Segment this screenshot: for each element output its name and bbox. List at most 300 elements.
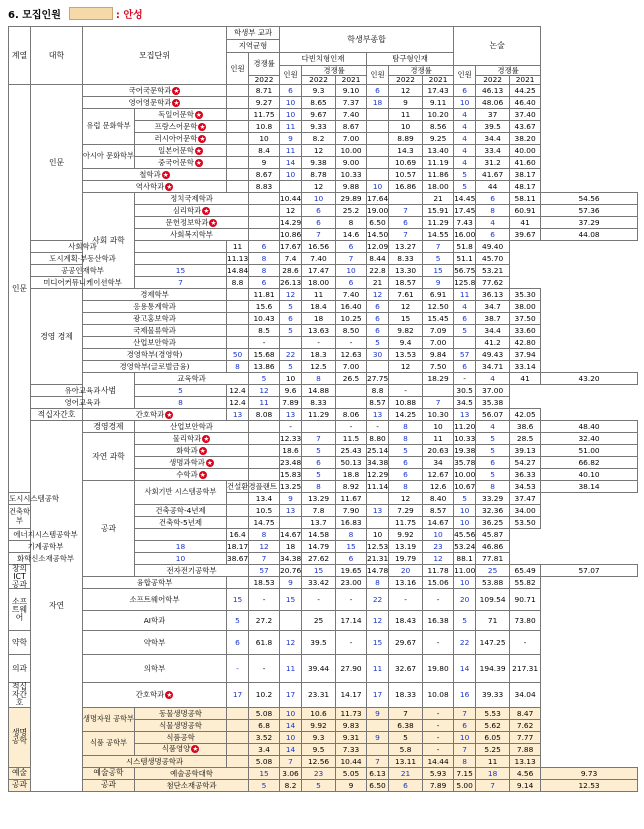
star-mark: ★ xyxy=(203,434,210,443)
table-row xyxy=(9,337,638,349)
explore-competition-2022-cell: 10 xyxy=(389,121,423,133)
department-cell: 국제물류학과 xyxy=(83,325,227,337)
admission-quota-table xyxy=(8,26,638,792)
header-subject-count: 인원 xyxy=(227,53,249,85)
essay-count-cell: 7 xyxy=(454,707,476,719)
section-title: 6. 모집인원 xyxy=(8,9,61,21)
table-row xyxy=(9,373,638,385)
essay-count-cell: 5 xyxy=(454,325,476,337)
star-mark: ★ xyxy=(199,470,206,479)
explore-competition-2021-cell: 10.00 xyxy=(454,469,476,479)
subject-competition-2022-cell: 12 xyxy=(280,205,302,217)
essay-count-cell xyxy=(423,385,454,397)
diverse-competition-2021-cell: 19.00 xyxy=(367,205,389,215)
essay-count-cell: 6 xyxy=(454,85,476,97)
explore-competition-2022-cell: 11.75 xyxy=(389,517,423,529)
diverse-count-cell: 14 xyxy=(280,719,302,731)
explore-competition-2022-cell: 7 xyxy=(389,707,423,719)
essay-competition-2022-cell: 41 xyxy=(510,373,541,385)
subject-competition-2022-cell: 11.75 xyxy=(249,109,280,121)
department-cell: 광고홍보학과 xyxy=(83,313,227,325)
subject-competition-2022-cell: 20.76 xyxy=(280,565,302,575)
diverse-competition-2021-cell: 7.37 xyxy=(336,97,367,109)
subject-competition-2022-cell: 10.5 xyxy=(249,505,280,517)
explore-competition-2021-cell: 14.45 xyxy=(454,193,476,203)
diverse-competition-2022-cell: 9.92 xyxy=(302,719,336,731)
essay-competition-2021-cell: 8.47 xyxy=(510,707,541,719)
diverse-competition-2021-cell: 14.50 xyxy=(367,229,389,239)
table-row xyxy=(9,631,638,655)
diverse-competition-2021-cell: 23.00 xyxy=(336,577,367,589)
explore-competition-2021-cell: 16.00 xyxy=(454,229,476,239)
explore-count-cell: 6 xyxy=(389,779,423,791)
explore-count-cell xyxy=(389,373,423,385)
explore-competition-2021-cell: 10.08 xyxy=(423,683,454,707)
subject-count-cell xyxy=(249,445,280,457)
subject-competition-2022-cell: - xyxy=(249,589,280,611)
explore-competition-2021-cell: 10.30 xyxy=(423,409,454,421)
department-cell: 일본어문학 ★ xyxy=(135,145,227,157)
explore-count-cell xyxy=(367,719,389,731)
diverse-competition-2022-cell: 14.67 xyxy=(280,529,302,539)
diverse-count-cell xyxy=(280,181,302,193)
table-row xyxy=(9,349,638,361)
diverse-count-cell: 6 xyxy=(280,313,302,325)
table-row xyxy=(9,109,638,121)
explore-competition-2022-cell: 21.31 xyxy=(367,553,389,563)
explore-count-cell: 6 xyxy=(367,301,389,313)
essay-count-cell: 8 xyxy=(476,481,510,493)
essay-competition-2022-cell: 51.1 xyxy=(454,253,476,265)
explore-competition-2022-cell: 13.11 xyxy=(389,755,423,767)
diverse-competition-2021-cell: 9.31 xyxy=(336,731,367,743)
explore-count-cell: 7 xyxy=(367,755,389,767)
explore-count-cell: 12 xyxy=(367,289,389,301)
diverse-competition-2022-cell: 8.65 xyxy=(302,97,336,109)
table-row xyxy=(9,85,638,97)
department-cell: 국어국문학과 ★ xyxy=(83,85,227,97)
explore-competition-2022-cell: 8.89 xyxy=(389,133,423,145)
explore-count-cell xyxy=(367,133,389,145)
diverse-competition-2021-cell: 8.67 xyxy=(336,121,367,133)
explore-competition-2021-cell: 10.20 xyxy=(423,109,454,121)
essay-competition-2022-cell: 41.2 xyxy=(476,337,510,349)
explore-count-cell: 18 xyxy=(367,97,389,109)
explore-competition-2021-cell: 35.78 xyxy=(454,457,476,467)
subject-count-cell xyxy=(249,229,280,241)
essay-competition-2022-cell: 125.8 xyxy=(454,277,476,287)
explore-competition-2022-cell: 12.53 xyxy=(367,541,389,551)
subject-count-cell xyxy=(227,313,249,325)
essay-count-cell: 20 xyxy=(454,589,476,611)
explore-count-cell: 6 xyxy=(367,325,389,337)
header-school-record-overall: 학생부종합 xyxy=(280,27,454,53)
explore-competition-2021-cell: 10.33 xyxy=(454,433,476,443)
department-cell: 응용통계학과 xyxy=(83,301,227,313)
subject-competition-2022-cell: 13.4 xyxy=(249,493,280,505)
department-cell: 물리학과 ★ xyxy=(135,433,249,445)
essay-count-cell: 4 xyxy=(476,421,510,433)
essay-competition-2021-cell: 46.86 xyxy=(476,541,510,553)
diverse-competition-2021-cell: - xyxy=(336,589,367,611)
subject-competition-2022-cell: 10 xyxy=(280,373,302,385)
subject-count-cell xyxy=(135,241,227,253)
essay-competition-2022-cell: 34.53 xyxy=(510,481,541,493)
diverse-competition-2021-cell: 9.88 xyxy=(336,181,367,193)
subject-competition-2022-cell: 10.2 xyxy=(249,683,280,707)
explore-count-cell: 13 xyxy=(367,505,389,517)
essay-competition-2022-cell: 5.53 xyxy=(476,707,510,719)
explore-competition-2022-cell: 9.4 xyxy=(389,337,423,349)
explore-competition-2021-cell: 13.19 xyxy=(389,541,423,553)
essay-count-cell: 10 xyxy=(454,731,476,743)
diverse-count-cell: 8 xyxy=(249,529,280,541)
subject-count-cell xyxy=(249,469,280,481)
diverse-count-cell: 10 xyxy=(302,193,336,205)
diverse-competition-2021-cell: 11.14 xyxy=(367,481,389,491)
diverse-competition-2021-cell: 14.88 xyxy=(302,385,336,397)
explore-competition-2022-cell: 10.57 xyxy=(389,169,423,181)
essay-count-cell: 7 xyxy=(423,397,454,409)
subject-competition-2022-cell: 11 xyxy=(227,241,249,253)
essay-competition-2021-cell: 43.67 xyxy=(510,121,541,133)
essay-competition-2021-cell: 73.80 xyxy=(510,611,541,631)
department-cell: 에너지시스템공학부 xyxy=(9,529,83,541)
subject-competition-2022-cell: 16.4 xyxy=(227,529,249,541)
diverse-competition-2021-cell: 10.33 xyxy=(336,169,367,181)
diverse-competition-2022-cell: 13.29 xyxy=(302,493,336,505)
essay-count-cell: 15 xyxy=(423,265,454,277)
subject-competition-2022-cell: 8.08 xyxy=(249,409,280,421)
explore-count-cell: 6 xyxy=(389,217,423,229)
college-cell: 공과 xyxy=(83,779,135,791)
diverse-competition-2021-cell: 34.38 xyxy=(367,457,389,467)
explore-competition-2022-cell: 12 xyxy=(389,493,423,505)
explore-competition-2021-cell: 15.45 xyxy=(423,313,454,325)
essay-competition-2021-cell: 57.36 xyxy=(541,205,638,217)
diverse-count-cell: 5 xyxy=(280,361,302,373)
essay-competition-2021-cell: 44.25 xyxy=(510,85,541,97)
explore-competition-2022-cell: 18.33 xyxy=(389,683,423,707)
header-regional-quota: 지역균형 xyxy=(227,40,280,53)
essay-competition-2022-cell: 36.25 xyxy=(476,517,510,529)
essay-count-cell: 7 xyxy=(454,743,476,755)
department-cell: 산업보안학과 xyxy=(135,421,249,433)
explore-competition-2021-cell: 13.40 xyxy=(423,145,454,157)
star-mark: ★ xyxy=(162,170,169,179)
subject-competition-2022-cell: 8.2 xyxy=(280,779,302,791)
essay-count-cell: 12 xyxy=(423,553,454,565)
essay-count-cell: 4 xyxy=(454,109,476,121)
essay-competition-2022-cell: 88.1 xyxy=(454,553,476,565)
explore-count-cell: 7 xyxy=(389,229,423,241)
essay-count-cell: 5 xyxy=(423,253,454,265)
essay-competition-2022-cell: 36.13 xyxy=(476,289,510,301)
explore-competition-2022-cell: - xyxy=(389,589,423,611)
essay-competition-2021-cell: 41.60 xyxy=(510,157,541,169)
table-row xyxy=(9,277,638,289)
explore-competition-2021-cell: 18.57 xyxy=(389,277,423,289)
essay-count-cell: 16 xyxy=(454,683,476,707)
diverse-competition-2022-cell: 14.6 xyxy=(336,229,367,241)
diverse-count-cell: 11 xyxy=(249,397,280,409)
subject-competition-2022-cell: 8.67 xyxy=(249,169,280,181)
explore-count-cell: 6 xyxy=(389,469,423,481)
subject-competition-2022-cell: 13.86 xyxy=(249,361,280,373)
diverse-count-cell: 11 xyxy=(280,655,302,683)
essay-competition-2021-cell: 51.00 xyxy=(541,445,638,457)
department-cell: 프랑스어문학 ★ xyxy=(135,121,227,133)
explore-competition-2021-cell: 6.91 xyxy=(423,289,454,301)
header-unit: 모집단위 xyxy=(83,27,227,85)
explore-count-cell: 6 xyxy=(336,241,367,253)
explore-competition-2021-cell: 9.11 xyxy=(423,97,454,109)
essay-count-cell: 5 xyxy=(476,445,510,457)
explore-competition-2021-cell: 10.67 xyxy=(454,481,476,491)
essay-competition-2021-cell: 33.60 xyxy=(510,325,541,337)
subject-count-cell: 8 xyxy=(227,361,249,373)
department-cell: 교육학과 xyxy=(135,373,249,385)
track-cell: 예술 xyxy=(9,767,31,779)
subject-count-cell: 8 xyxy=(135,397,227,409)
explore-competition-2022-cell: 14.25 xyxy=(389,409,423,421)
explore-count-cell: 12 xyxy=(367,611,389,631)
star-mark: ★ xyxy=(210,218,217,227)
star-mark: ★ xyxy=(199,134,206,143)
diverse-count-cell: 6 xyxy=(249,241,280,253)
explore-competition-2021-cell: - xyxy=(423,719,454,731)
explore-count-cell: 8 xyxy=(389,433,423,445)
college-cell: 약학 xyxy=(9,631,31,655)
essay-competition-2022-cell: 46.13 xyxy=(476,85,510,97)
subject-count-cell xyxy=(227,289,249,301)
explore-competition-2021-cell: - xyxy=(423,589,454,611)
table-body xyxy=(9,85,638,792)
star-mark: ★ xyxy=(206,458,213,467)
header-school-record-subject: 학생부 교과 xyxy=(227,27,280,40)
table-row xyxy=(9,731,638,743)
subject-competition-2022-cell: 6.8 xyxy=(249,719,280,731)
essay-count-cell: 4 xyxy=(454,145,476,157)
essay-count-cell: 6 xyxy=(454,313,476,325)
explore-competition-2021-cell: 8.56 xyxy=(423,121,454,133)
diverse-count-cell: 9 xyxy=(280,133,302,145)
college-cell: 사범 xyxy=(83,373,135,409)
essay-competition-2021-cell: 66.82 xyxy=(541,457,638,469)
explore-count-cell: 6 xyxy=(336,277,367,289)
diverse-count-cell: 17 xyxy=(280,683,302,707)
diverse-count-cell: 12 xyxy=(280,289,302,301)
essay-competition-2021-cell: 49.40 xyxy=(476,241,510,253)
department-cell: 심리학과 ★ xyxy=(135,205,249,217)
explore-competition-2022-cell: 12.6 xyxy=(423,481,454,493)
table-row xyxy=(9,779,638,791)
star-mark: ★ xyxy=(166,182,173,191)
department-cell: 영어교육과 xyxy=(31,397,135,409)
header-talent-diverse: 다빈치형인재 xyxy=(280,53,367,66)
explore-competition-2021-cell: 16.38 xyxy=(423,611,454,631)
essay-competition-2022-cell: 56.07 xyxy=(476,409,510,421)
explore-competition-2022-cell: 15.91 xyxy=(423,205,454,217)
diverse-count-cell: 7 xyxy=(302,433,336,445)
diverse-competition-2022-cell: 9.6 xyxy=(280,385,302,397)
essay-count-cell: 6 xyxy=(476,457,510,469)
table-row xyxy=(9,421,638,433)
essay-competition-2022-cell: 49.43 xyxy=(476,349,510,361)
subject-count-cell xyxy=(249,217,280,229)
subject-count-cell xyxy=(227,301,249,313)
diverse-count-cell: 7 xyxy=(280,755,302,767)
explore-count-cell xyxy=(367,361,389,373)
explore-competition-2021-cell: 7.50 xyxy=(423,361,454,373)
subject-competition-2022-cell: 8.71 xyxy=(249,85,280,97)
diverse-competition-2021-cell: 9.00 xyxy=(336,157,367,169)
essay-competition-2022-cell: 5.62 xyxy=(476,719,510,731)
essay-competition-2021-cell: 37.29 xyxy=(541,217,638,229)
explore-competition-2022-cell: 7.29 xyxy=(389,505,423,517)
explore-competition-2021-cell: 19.79 xyxy=(389,553,423,565)
diverse-competition-2022-cell: 8.78 xyxy=(302,169,336,181)
essay-competition-2021-cell: - xyxy=(510,631,541,655)
essay-competition-2022-cell: 147.25 xyxy=(476,631,510,655)
diverse-competition-2021-cell: 16.56 xyxy=(302,241,336,253)
explore-competition-2022-cell: 13.16 xyxy=(389,577,423,589)
essay-competition-2021-cell: 37.50 xyxy=(510,313,541,325)
subject-competition-2022-cell: 10.8 xyxy=(249,121,280,133)
explore-competition-2022-cell: 18.29 xyxy=(423,373,454,385)
anseong-legend-swatch xyxy=(69,7,113,20)
explore-competition-2021-cell: 13.30 xyxy=(389,265,423,277)
essay-count-cell: 9 xyxy=(423,277,454,289)
subject-count-cell xyxy=(227,337,249,349)
department-group-cell: 식품 공학부 xyxy=(83,731,135,755)
college-cell: 공과 xyxy=(83,481,135,577)
department-cell: 사회학과 xyxy=(31,241,135,253)
table-row xyxy=(9,253,638,265)
diverse-competition-2022-cell: 13.63 xyxy=(302,325,336,337)
diverse-competition-2022-cell: 29.89 xyxy=(336,193,367,205)
star-mark: ★ xyxy=(195,110,202,119)
subject-competition-2022-cell: 11.13 xyxy=(227,253,249,263)
explore-competition-2022-cell: 16.86 xyxy=(389,181,423,193)
subject-count-cell xyxy=(249,433,280,445)
explore-competition-2021-cell: 17.45 xyxy=(454,205,476,215)
department-cell: 간호학과 ★ xyxy=(83,409,227,421)
department-cell: 예술공학대학 xyxy=(135,767,249,779)
diverse-competition-2021-cell: 6.50 xyxy=(367,779,389,791)
subject-competition-2022-cell: 5.08 xyxy=(249,707,280,719)
diverse-competition-2021-cell: 6.50 xyxy=(367,217,389,229)
department-group-cell: 아시아 문화학부 xyxy=(83,145,135,169)
subject-competition-2022-cell: 18.17 xyxy=(227,541,249,551)
explore-competition-2021-cell: 11.86 xyxy=(423,169,454,181)
diverse-competition-2021-cell: 17.64 xyxy=(367,193,389,203)
explore-count-cell xyxy=(367,157,389,169)
essay-competition-2022-cell: 37 xyxy=(476,109,510,121)
essay-competition-2021-cell: 53.50 xyxy=(510,517,541,529)
diverse-competition-2022-cell: 18 xyxy=(280,541,302,553)
star-mark: ★ xyxy=(173,98,180,107)
essay-competition-2022-cell: 44 xyxy=(476,181,510,193)
essay-count-cell: 10 xyxy=(454,517,476,529)
anseong-legend-label: : 안성 xyxy=(115,9,143,21)
explore-count-cell: 6 xyxy=(367,313,389,325)
explore-count-cell: 10 xyxy=(367,181,389,193)
subject-count-cell xyxy=(227,743,249,755)
table-row xyxy=(9,97,638,109)
essay-competition-2022-cell: 60.91 xyxy=(510,205,541,217)
diverse-competition-2021-cell: 11.73 xyxy=(336,707,367,719)
star-mark: ★ xyxy=(195,158,202,167)
explore-count-cell xyxy=(367,121,389,133)
explore-competition-2022-cell: 32.67 xyxy=(389,655,423,683)
essay-competition-2022-cell: 36.33 xyxy=(510,469,541,481)
subject-count-cell: 10 xyxy=(135,553,227,565)
diverse-competition-2021-cell: 7.40 xyxy=(302,253,336,265)
department-cell: 도시계획·부동산학과 xyxy=(31,253,135,265)
essay-competition-2021-cell: 37.00 xyxy=(476,385,510,397)
essay-competition-2021-cell: 38.17 xyxy=(510,169,541,181)
subject-count-cell xyxy=(227,169,249,181)
diverse-competition-2021-cell: 7.33 xyxy=(336,743,367,755)
explore-competition-2021-cell: 11.19 xyxy=(423,157,454,169)
explore-count-cell: 8 xyxy=(336,529,367,541)
college-cell: 생명공학 xyxy=(9,707,31,767)
department-cell: 수학과 ★ xyxy=(135,469,249,481)
header-diverse-competition: 경쟁률 xyxy=(302,66,367,76)
department-cell: 사회복지학부 xyxy=(135,229,249,241)
diverse-competition-2021-cell: 12.29 xyxy=(367,469,389,479)
subject-count-cell xyxy=(135,253,227,265)
department-cell: 독일어문학 ★ xyxy=(135,109,227,121)
essay-competition-2021-cell: 45.87 xyxy=(476,529,510,541)
essay-competition-2022-cell: 58.11 xyxy=(510,193,541,205)
subject-count-cell xyxy=(249,457,280,469)
department-cell: 유아교육과 xyxy=(31,385,135,397)
subject-count-cell xyxy=(227,731,249,743)
department-cell: 산업보안학과 xyxy=(83,337,227,349)
subject-competition-2022-cell: 14.29 xyxy=(280,217,302,227)
subject-competition-2022-cell: 8.83 xyxy=(249,181,280,193)
diverse-competition-2022-cell: 9 xyxy=(336,779,367,791)
essay-count-cell: 5 xyxy=(454,181,476,193)
explore-count-cell: 5 xyxy=(367,337,389,349)
subject-competition-2022-cell: 9.27 xyxy=(249,97,280,109)
subject-count-cell: 15 xyxy=(249,767,280,779)
diverse-count-cell: 9 xyxy=(280,493,302,505)
explore-competition-2021-cell: 12.50 xyxy=(423,301,454,313)
subject-competition-2022-cell: 14.75 xyxy=(249,517,280,529)
essay-competition-2022-cell: 33.4 xyxy=(476,145,510,157)
explore-competition-2021-cell: 7.00 xyxy=(423,337,454,349)
explore-competition-2022-cell: 8.8 xyxy=(367,385,389,397)
table-header xyxy=(9,27,638,85)
diverse-competition-2021-cell: 16.40 xyxy=(336,301,367,313)
diverse-competition-2022-cell: 34.38 xyxy=(280,553,302,563)
subject-competition-2022-cell: 12.33 xyxy=(280,433,302,443)
diverse-competition-2022-cell: 9.33 xyxy=(302,121,336,133)
department-cell: 화학신소재공학부 xyxy=(9,553,83,565)
department-cell: 역사학과 ★ xyxy=(83,181,227,193)
explore-competition-2021-cell: 7.15 xyxy=(454,767,476,779)
department-cell: 생명과학과 ★ xyxy=(135,457,249,469)
explore-count-cell: 6 xyxy=(389,457,423,469)
essay-competition-2021-cell: 37.47 xyxy=(510,493,541,505)
diverse-count-cell: 11 xyxy=(280,121,302,133)
header-year-2022: 2022 xyxy=(389,76,423,85)
explore-competition-2021-cell: 9.84 xyxy=(423,349,454,361)
explore-competition-2022-cell: 13.53 xyxy=(389,349,423,361)
